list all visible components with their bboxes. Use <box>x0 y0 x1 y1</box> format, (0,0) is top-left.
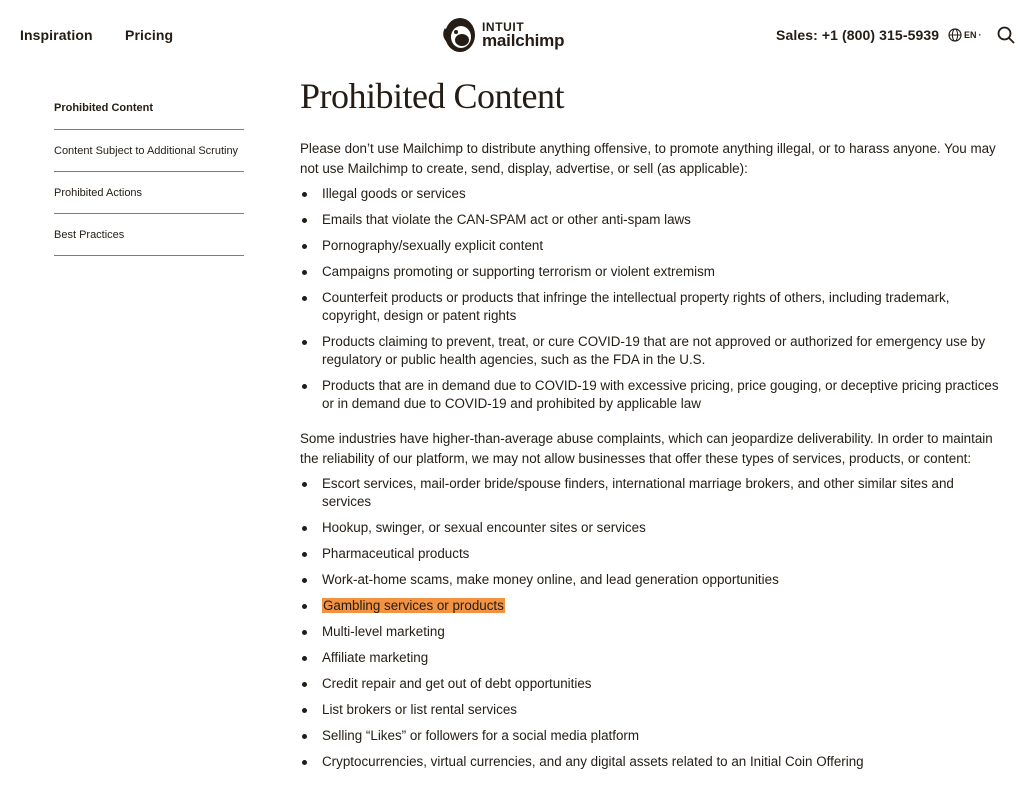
prohibited-list <box>300 185 1000 413</box>
nav-inspiration[interactable]: Inspiration <box>20 27 93 43</box>
list-item: Affiliate marketing <box>300 649 1000 667</box>
restricted-industries-list <box>300 475 1000 771</box>
sidebar-item-best-practices[interactable]: Best Practices <box>54 214 244 256</box>
globe-icon <box>948 28 962 42</box>
list-item: Pharmaceutical products <box>300 545 1000 563</box>
list-item: Counterfeit products or products that infringe the intellectual property rights of others, including trademark, copyright, design or patent rights <box>300 289 1000 325</box>
language-label: EN <box>964 30 977 40</box>
sidebar-item-prohibited-content[interactable]: Prohibited Content <box>54 87 244 130</box>
nav-pricing[interactable]: Pricing <box>125 27 174 43</box>
highlighted-text: Gambling services or products <box>323 598 504 613</box>
industries-paragraph: Some industries have higher-than-average abuse complaints, which can jeopardize deliverability. In order to maintain the reliability of our platform, we may not allow businesses that offer these types of services, products, or content: <box>300 431 993 466</box>
site-header <box>0 0 1024 70</box>
list-item: Hookup, swinger, or sexual encounter sites or services <box>300 519 1000 537</box>
page-title: Prohibited Content <box>300 76 564 116</box>
list-item: Cryptocurrencies, virtual currencies, and any digital assets related to an Initial Coin Offering <box>300 753 1000 771</box>
list-item: Campaigns promoting or supporting terrorism or violent extremism <box>300 263 1000 281</box>
list-item: Escort services, mail-order bride/spouse finders, international marriage brokers, and other similar sites and services <box>300 475 1000 511</box>
list-item: Multi-level marketing <box>300 623 1000 641</box>
sidebar-nav <box>54 87 244 256</box>
list-item: Illegal goods or services <box>300 185 1000 203</box>
intuit-mailchimp-logo[interactable] <box>442 15 582 55</box>
search-icon[interactable] <box>997 26 1015 44</box>
sidebar-item-prohibited-actions[interactable]: Prohibited Actions <box>54 172 244 214</box>
intro-paragraph: Please don’t use Mailchimp to distribute anything offensive, to promote anything illegal, or to harass anyone. You may not use Mailchimp to create, send, display, advertise, or sell (as applicable): <box>300 141 996 176</box>
sales-phone-link[interactable]: Sales: +1 (800) 315-5939 <box>776 27 940 43</box>
freddie-icon <box>442 15 478 55</box>
logo-mailchimp-text: mailchimp <box>482 31 565 50</box>
language-selector[interactable] <box>948 27 982 43</box>
list-item: Products claiming to prevent, treat, or cure COVID-19 that are not approved or authorized for emergency use by regulatory or public health agencies, such as the FDA in the U.S. <box>300 333 1000 369</box>
logo-intuit-text: INTUIT <box>482 20 525 34</box>
sidebar-item-content-subject-to-scrutiny[interactable]: Content Subject to Additional Scrutiny <box>54 130 244 172</box>
list-item: Credit repair and get out of debt opportunities <box>300 675 1000 693</box>
list-item: Selling “Likes” or followers for a social media platform <box>300 727 1000 745</box>
main-content <box>300 76 1000 779</box>
list-item: List brokers or list rental services <box>300 701 1000 719</box>
chevron-down-icon: · <box>978 30 982 40</box>
list-item: Products that are in demand due to COVID-19 with excessive pricing, price gouging, or deceptive pricing practices or in demand due to COVID-19 and prohibited by applicable law <box>300 377 1000 413</box>
list-item: Pornography/sexually explicit content <box>300 237 1000 255</box>
list-item-highlighted <box>300 597 1000 615</box>
list-item: Work-at-home scams, make money online, and lead generation opportunities <box>300 571 1000 589</box>
list-item: Emails that violate the CAN-SPAM act or other anti-spam laws <box>300 211 1000 229</box>
